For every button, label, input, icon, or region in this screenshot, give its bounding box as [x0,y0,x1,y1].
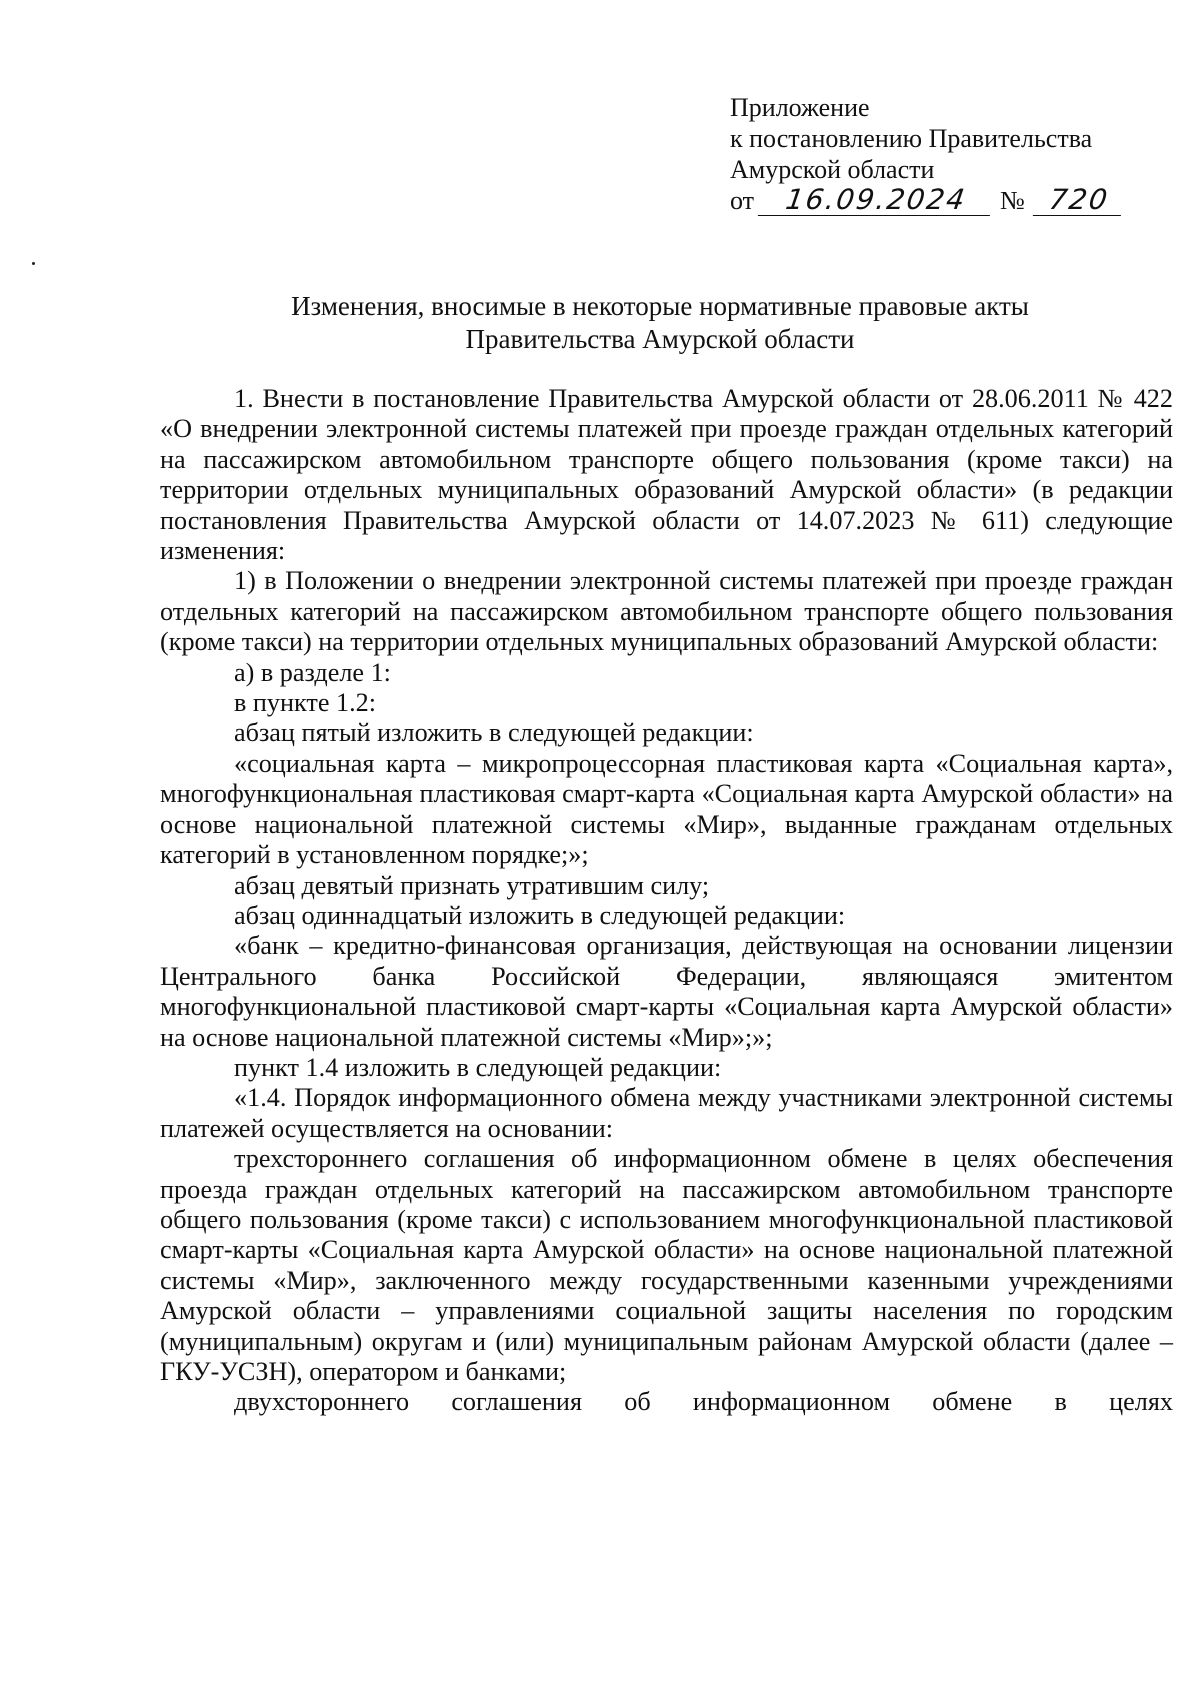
handwritten-date: 16.09.2024 [758,185,994,216]
appendix-reference: к постановлению Правительства [730,124,1093,153]
document-body [160,384,1173,1418]
date-prefix: от [730,186,755,215]
handwritten-number: 720 [1033,185,1125,216]
document-title [150,290,1170,356]
paragraph-bank-definition: «банк – кредитно-финансовая организация, действующая на основании лицензии Центрального банка Российской Федерации, являющаяся эмитентом многофункциональной пластиковой смарт-карты «Социальная карта Амурской области» на основе национальной платежной системы «Мир»;»; [160,931,1173,1052]
paragraph-abzac-9: абзац девятый признать утратившим силу; [234,870,710,900]
document-title-line-1: Изменения, вносимые в некоторые нормативные правовые акты [291,291,1029,321]
appendix-title: Приложение [730,93,870,122]
paragraph-social-card-definition: «социальная карта – микропроцессорная пластиковая карта «Социальная карта», многофункциональная пластиковая смарт-карта «Социальная карта Амурской области» на основе национальной платежной системы «Мир», выданные гражданам отдельных категорий в установленном порядке;»; [160,748,1173,870]
paragraph-abzac-11-intro: абзац одиннадцатый изложить в следующей редакции: [234,900,846,930]
appendix-block [730,92,1170,216]
document-title-line-2: Правительства Амурской области [465,324,855,354]
paragraph-bilateral-agreement: двухстороннего соглашения об информационном обмене в целях [234,1387,1173,1417]
paragraph-section-a: а) в разделе 1: [234,657,391,687]
paragraph-point-1-4: «1.4. Порядок информационного обмена между участниками электронной системы платежей осуществляется на основании: [160,1083,1173,1143]
appendix-date-line [730,185,1170,216]
paragraph-tripartite-agreement: трехстороннего соглашения об информационном обмене в целях обеспечения проезда граждан отдельных категорий на пассажирском автомобильном транспорте общего пользования (кроме такси) с использованием многофункциональной пластиковой смарт-карты «Социальная карта Амурской области» на основе национальной платежной системы «Мир», заключенного между государственными казенными учреждениями Амурской области – управлениями социальной защиты населения по городским (муниципальным) округам и (или) муниципальным районам Амурской области (далее – ГКУ-УСЗН), оператором и банками; [160,1144,1173,1386]
scan-speck [32,262,35,265]
paragraph-abzac-5-intro: абзац пятый изложить в следующей редакции: [234,718,754,748]
paragraph-point-1-4-intro: пункт 1.4 изложить в следующей редакции: [234,1052,722,1082]
paragraph-point-1-2: в пункте 1.2: [234,688,377,718]
appendix-region: Амурской области [730,155,935,184]
paragraph-subitem-1: 1) в Положении о внедрении электронной системы платежей при проезде граждан отдельных категорий на пассажирском автомобильном транспорте общего пользования (кроме такси) на территории отдельных муниципальных образований Амурской области: [160,566,1173,657]
paragraph-item-1: 1. Внести в постановление Правительства Амурской области от 28.06.2011 № 422 «О внедрении электронной системы платежей при проезде граждан отдельных категорий на пассажирском автомобильном транспорте общего пользования (кроме такси) на территории отдельных муниципальных образований Амурской области» (в редакции постановления Правительства Амурской области от 14.07.2023 № 611) следующие изменения: [160,384,1173,566]
number-sign: № [1000,186,1025,215]
